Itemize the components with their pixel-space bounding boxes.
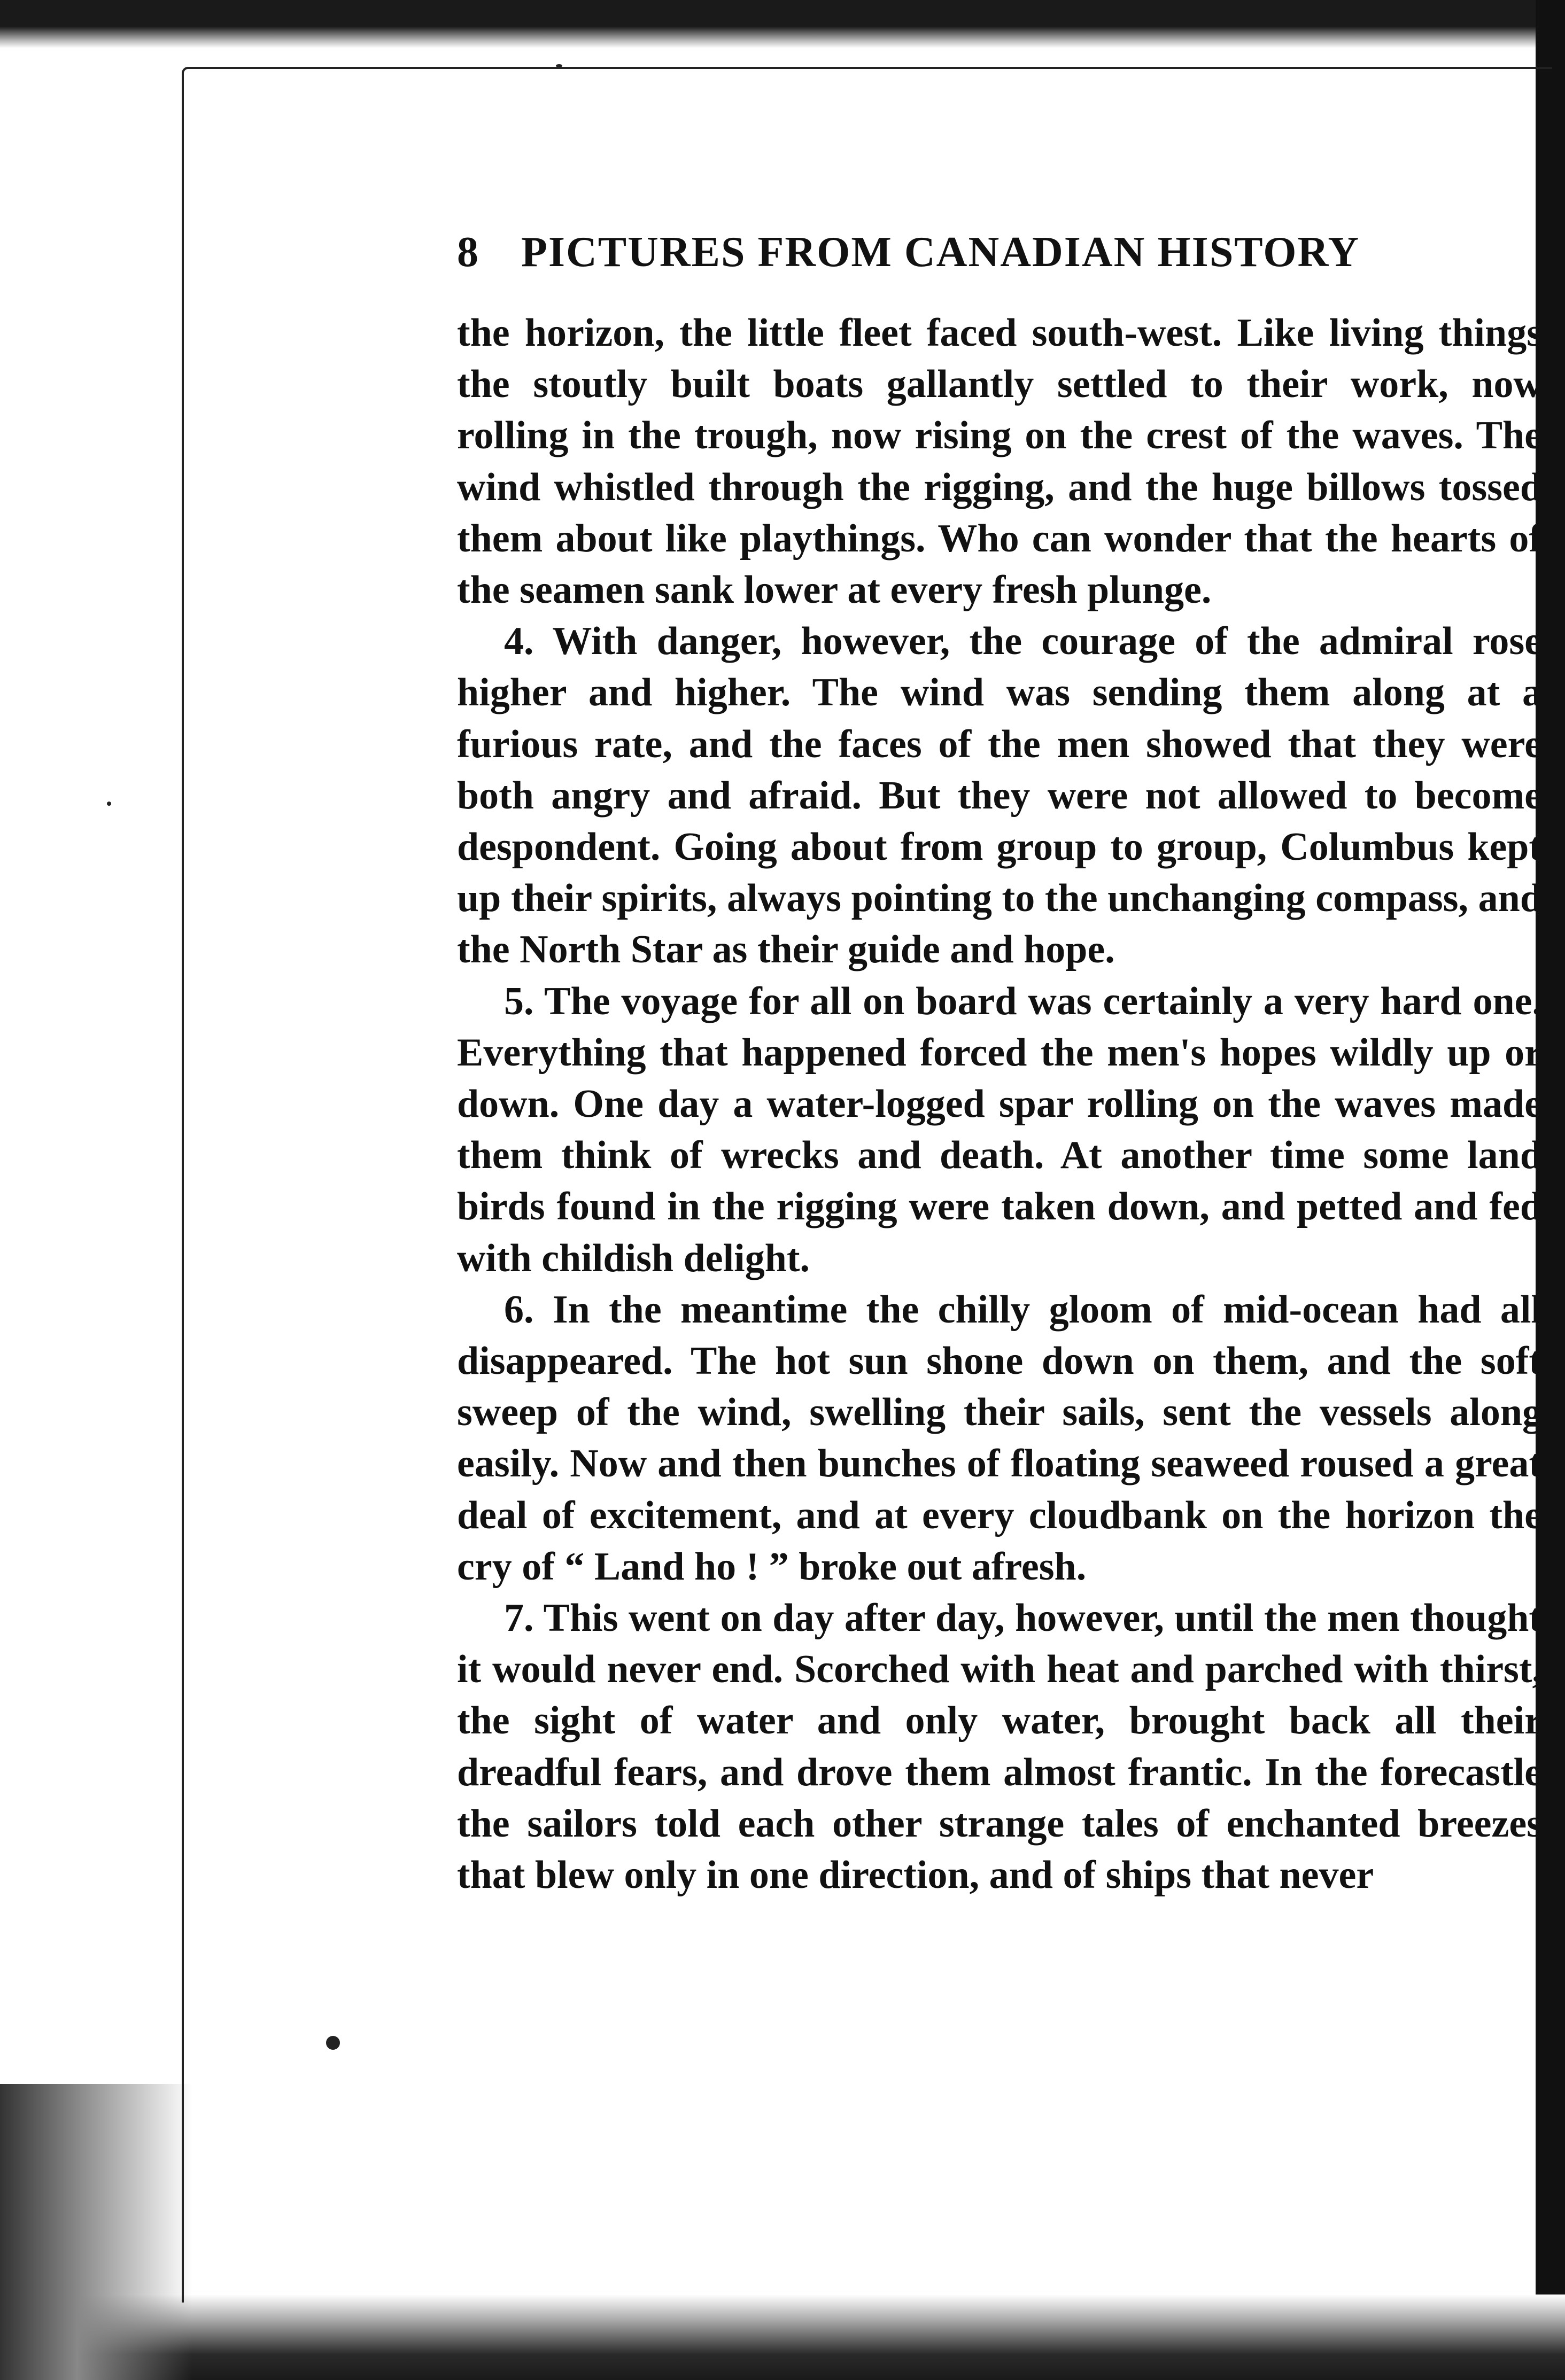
running-header — [457, 220, 1558, 284]
running-title: PICTURES FROM CANADIAN HISTORY — [521, 229, 1360, 276]
scan-left-shadow — [0, 2084, 192, 2380]
paragraph-6: 6. In the meantime the chilly gloom of mid-ocean had all disappeared. The hot sun shone down on them, and the soft sweep of the wind, swelling their sails, sent the vessels along easily. Now and then bunches of floating seaweed roused a great deal of excitement, and at every cloudbank on the horizon the cry of “ Land ho ! ” broke out afresh. — [457, 1287, 1542, 1589]
ink-speck — [556, 64, 562, 67]
page-number: 8 — [457, 229, 479, 276]
body-text — [457, 307, 1542, 2081]
paragraph-continued: the horizon, the little fleet faced south-west. Like living things the stoutly built boats gallantly settled to their work, now rolling in the trough, now rising on the crest of the waves. The wind whistled through the rigging, and the huge billows tossed them about like playthings. Who can wonder that the hearts of the seamen sank lower at every fresh plunge. — [457, 311, 1542, 612]
scan-top-edge — [0, 0, 1565, 48]
paragraph-4: 4. With danger, however, the courage of the admiral rose higher and higher. The wind was sending them along at a furious rate, and the faces of the men showed that they were both angry and afraid. But they were not allowed to become despondent. Going about from group to group, Columbus kept up their spirits, always pointing to the unchanging compass, and the North Star as their guide and hope. — [457, 619, 1542, 972]
ink-speck — [326, 2036, 340, 2050]
ink-speck — [107, 802, 111, 806]
paragraph-5: 5. The voyage for all on board was certainly a very hard one. Everything that happened forced the men's hopes wildly up or down. One day a water-logged spar rolling on the waves made them think of wrecks and death. At another time some land birds found in the rigging were taken down, and petted and fed with childish delight. — [457, 979, 1542, 1280]
paragraph-7: 7. This went on day after day, however, until the men thought it would never end. Scorched with heat and parched with thirst, the sight of water and only water, brought back all their dreadful fears, and drove them almost frantic. In the forecastle the sailors told each other strange tales of enchanted breezes that blew only in one direction, and of ships that never — [457, 1596, 1542, 1897]
scan-bottom-edge — [0, 2295, 1565, 2380]
